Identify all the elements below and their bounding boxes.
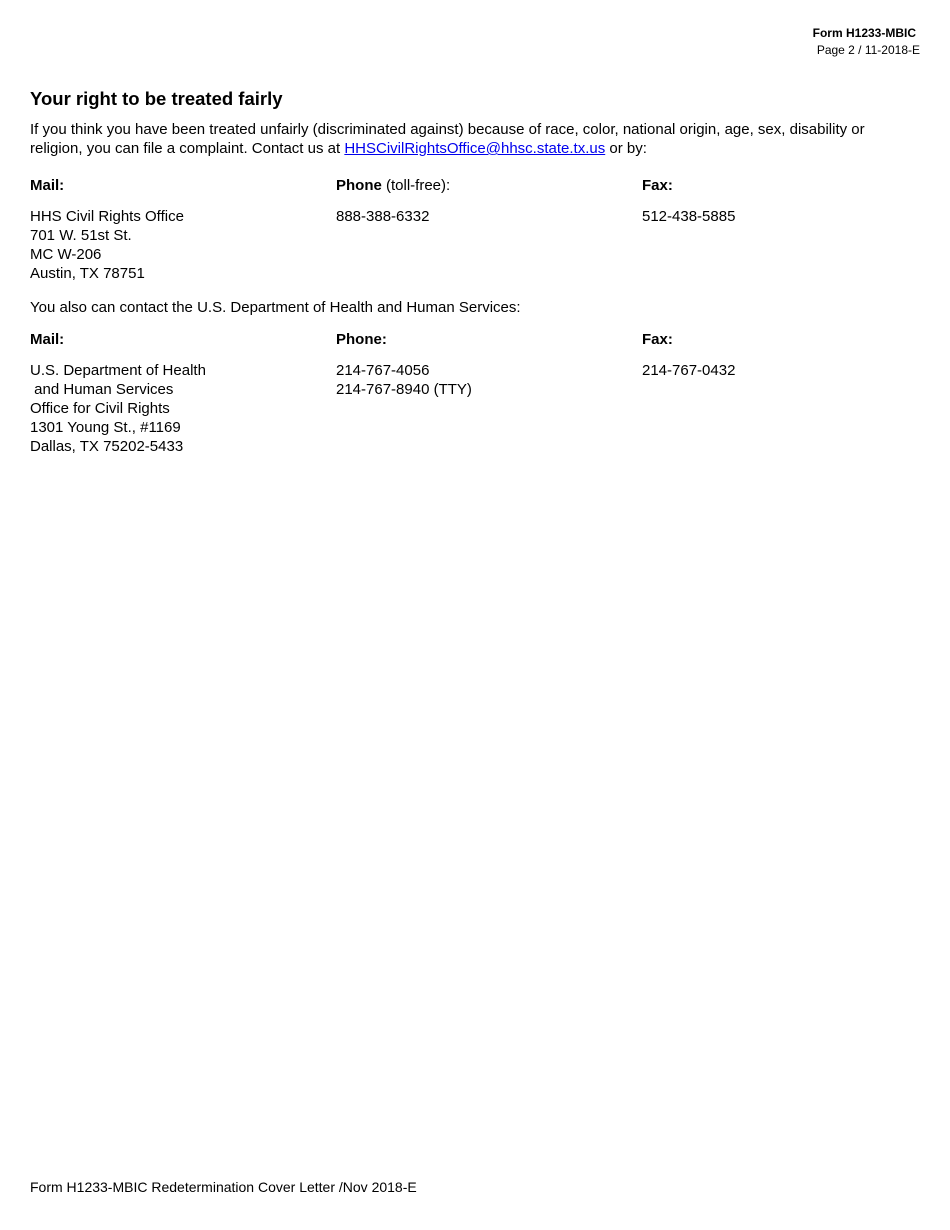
- document-body: [30, 87, 920, 456]
- state-phone-label-suffix: (toll-free):: [381, 177, 451, 194]
- federal-fax-label: Fax:: [642, 331, 673, 348]
- federal-intro: You also can contact the U.S. Department of Health and Human Services:: [30, 299, 521, 316]
- state-mail-column: [30, 176, 336, 283]
- page-footer: Form H1233-MBIC Redetermination Cover Letter /Nov 2018-E: [30, 1179, 417, 1195]
- state-mail-line: HHS Civil Rights Office: [30, 208, 184, 225]
- federal-fax-number: 214-767-0432: [642, 362, 736, 379]
- federal-mail-line: Dallas, TX 75202-5433: [30, 438, 184, 455]
- state-phone-column: [336, 176, 642, 283]
- federal-mail-line: Office for Civil Rights: [30, 400, 170, 417]
- state-fax-label: Fax:: [642, 177, 673, 194]
- page-info: Page 2 / 11-2018-E: [816, 43, 920, 57]
- form-id: Form H1233-MBIC: [812, 26, 916, 40]
- state-phone-label: Phone: [336, 177, 382, 194]
- section-title: Your right to be treated fairly: [30, 88, 283, 109]
- federal-mail-line: and Human Services: [30, 381, 174, 398]
- state-fax-number: 512-438-5885: [642, 208, 736, 225]
- email-link[interactable]: HHSCivilRightsOffice@hhsc.state.tx.us: [344, 140, 606, 157]
- form-header: [813, 25, 920, 59]
- federal-contact-columns: [30, 330, 920, 456]
- federal-tty-number: 214-767-8940 (TTY): [336, 381, 472, 398]
- state-phone-number: 888-388-6332: [336, 208, 430, 225]
- federal-mail-line: U.S. Department of Health: [30, 362, 206, 379]
- federal-mail-column: [30, 330, 336, 456]
- state-contact-columns: [30, 176, 920, 283]
- intro-text: If you think you have been treated unfairly (discriminated against) because of race, color, national origin, age, sex, disability or religion, you can file a complaint. Contact us at: [30, 121, 865, 157]
- state-mail-line: MC W-206: [30, 246, 102, 263]
- federal-fax-column: [642, 330, 920, 456]
- federal-mail-line: 1301 Young St., #1169: [30, 419, 181, 436]
- state-fax-column: [642, 176, 920, 283]
- intro-paragraph: [30, 120, 920, 158]
- intro-suffix: or by:: [605, 140, 647, 157]
- state-mail-label: Mail:: [30, 177, 65, 194]
- state-mail-line: 701 W. 51st St.: [30, 227, 132, 244]
- federal-phone-label: Phone:: [336, 331, 387, 348]
- federal-mail-label: Mail:: [30, 331, 65, 348]
- federal-phone-column: [336, 330, 642, 456]
- state-mail-line: Austin, TX 78751: [30, 265, 145, 282]
- federal-phone-number: 214-767-4056: [336, 362, 430, 379]
